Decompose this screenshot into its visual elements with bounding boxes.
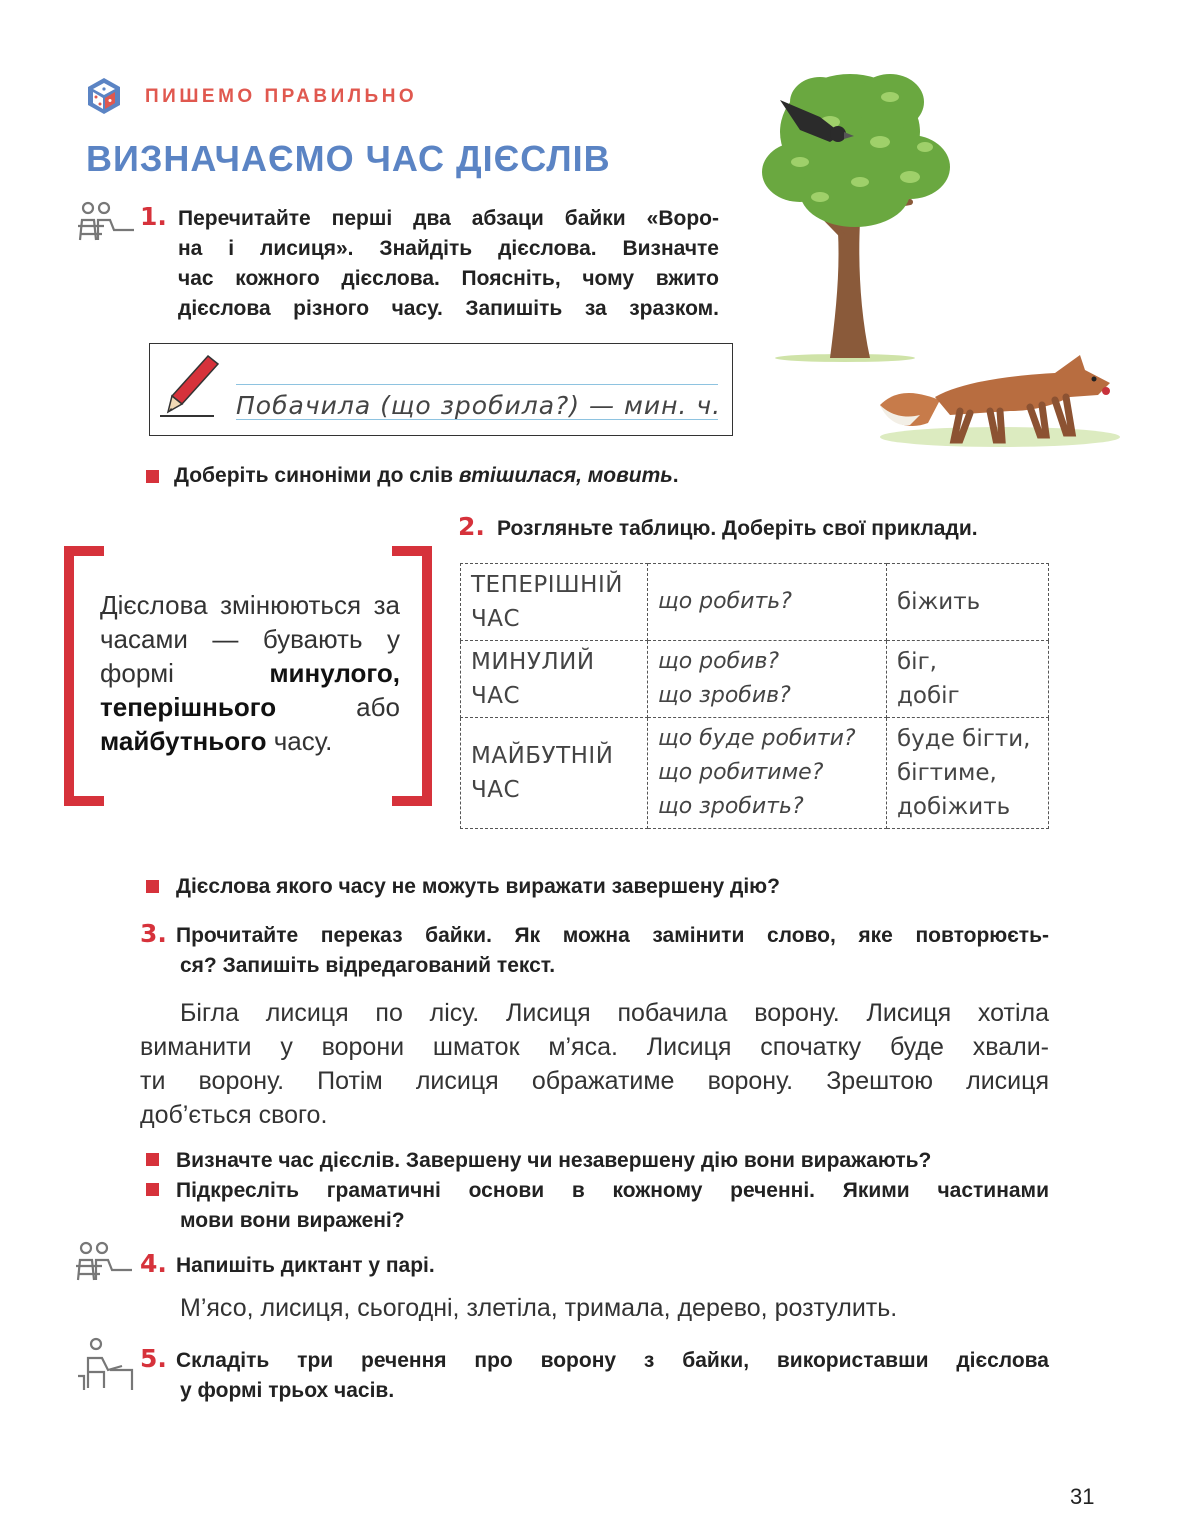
task-4-number: 4. — [140, 1249, 167, 1278]
task-1-line: дієслова різного часу. Запишіть за зразком. — [178, 297, 719, 320]
task-1-line: час кожного дієслова. Поясніть, чому вжито — [178, 267, 719, 290]
fox-illustration — [870, 345, 1120, 450]
pair-work-icon — [74, 200, 140, 248]
rule-text: Дієслова змінюються за часами — бувають у формі минулого, теперішнього або майбутнього часу. — [100, 590, 400, 756]
task-3-number: 3. — [140, 919, 167, 948]
task-2-number: 2. — [458, 512, 485, 541]
dice-cube-icon — [84, 76, 124, 116]
table-row — [461, 564, 1049, 641]
writing-at-desk-icon — [74, 1336, 136, 1392]
sample-box — [149, 343, 733, 436]
bullet-marker — [146, 470, 159, 483]
page-number: 31 — [1070, 1484, 1095, 1509]
passage-line: Бігла лисиця по лісу. Лисиця побачила ворону. Лисиця хотіла — [180, 999, 1049, 1027]
task-1-number: 1. — [140, 202, 167, 231]
section-label: ПИШЕМО ПРАВИЛЬНО — [145, 86, 418, 107]
bullet-marker — [146, 880, 159, 893]
example-cell: біг, добіг — [887, 641, 1049, 718]
task-1-line: на і лисиця». Знайдіть дієслова. Визначте — [178, 237, 719, 260]
task-2-instructions: Розгляньте таблицю. Доберіть свої приклади. — [497, 517, 978, 540]
table-row — [461, 718, 1049, 829]
task-2-bullet: Дієслова якого часу не можуть виражати завершену дію? — [176, 875, 780, 898]
page-title: ВИЗНАЧАЄМО ЧАС ДІЄСЛІВ — [86, 138, 611, 179]
table-row — [461, 641, 1049, 718]
question-cell: що буде робити? що робитиме? що зробить? — [648, 718, 887, 829]
passage-line: виманити у ворони шматок м’яса. Лисиця спочатку буде хвали- — [140, 1033, 1049, 1061]
passage-line: ти ворону. Потім лисиця ображатиме ворону. Зрештою лисиця — [140, 1067, 1049, 1095]
question-cell: що робить? — [648, 564, 887, 641]
fable-retelling — [140, 996, 1049, 1132]
tense-name-cell: ТЕПЕРІШНІЙ ЧАС — [461, 564, 648, 641]
sample-text: Побачила (що зробила?) — мин. ч. — [236, 391, 722, 420]
task-3-instructions — [176, 921, 1049, 981]
bullet-marker — [146, 1183, 159, 1196]
task-5-line: Складіть три речення про ворону з байки, використавши дієслова — [176, 1349, 1049, 1372]
task-3-bullet-1: Визначте час дієслів. Завершену чи незавершену дію вони виражають? — [176, 1149, 932, 1172]
tense-table — [460, 563, 1049, 829]
task-4-instructions: Напишіть диктант у парі. — [176, 1254, 435, 1277]
task-5-instructions — [176, 1346, 1049, 1406]
passage-line: доб’ється свого. — [140, 1101, 328, 1129]
dictation-words: М’ясо, лисиця, сьогодні, злетіла, тримала, дерево, розтулить. — [180, 1294, 898, 1322]
tense-name-cell: МАЙБУТНІЙ ЧАС — [461, 718, 648, 829]
task-5-number: 5. — [140, 1344, 167, 1373]
task-3-line: ся? Запишіть відредагований текст. — [180, 954, 556, 977]
task-3-bullet-2: Підкресліть граматичні основи в кожному реченні. Якими частинами мови вони виражені? — [176, 1179, 1049, 1232]
task-5-line: у формі трьох часів. — [180, 1379, 395, 1402]
pencil-icon — [158, 350, 224, 420]
task-1-bullet: Доберіть синоніми до слів втішилася, мовить. — [174, 464, 679, 487]
task-3-line: Прочитайте переказ байки. Як можна замінити слово, яке повторюєть- — [176, 924, 1049, 947]
pair-work-icon — [72, 1240, 138, 1288]
rule-bracket-left — [64, 546, 104, 806]
task-1-instructions — [178, 204, 719, 324]
writing-guide-line — [236, 384, 718, 385]
tense-name-cell: МИНУЛИЙ ЧАС — [461, 641, 648, 718]
example-cell: біжить — [887, 564, 1049, 641]
bullet-marker — [146, 1153, 159, 1166]
task-1-line: Перечитайте перші два абзаци байки «Воро- — [178, 207, 719, 230]
example-cell: буде бігти, бігтиме, добіжить — [887, 718, 1049, 829]
tree-with-crow-illustration — [760, 62, 960, 362]
question-cell: що робив? що зробив? — [648, 641, 887, 718]
